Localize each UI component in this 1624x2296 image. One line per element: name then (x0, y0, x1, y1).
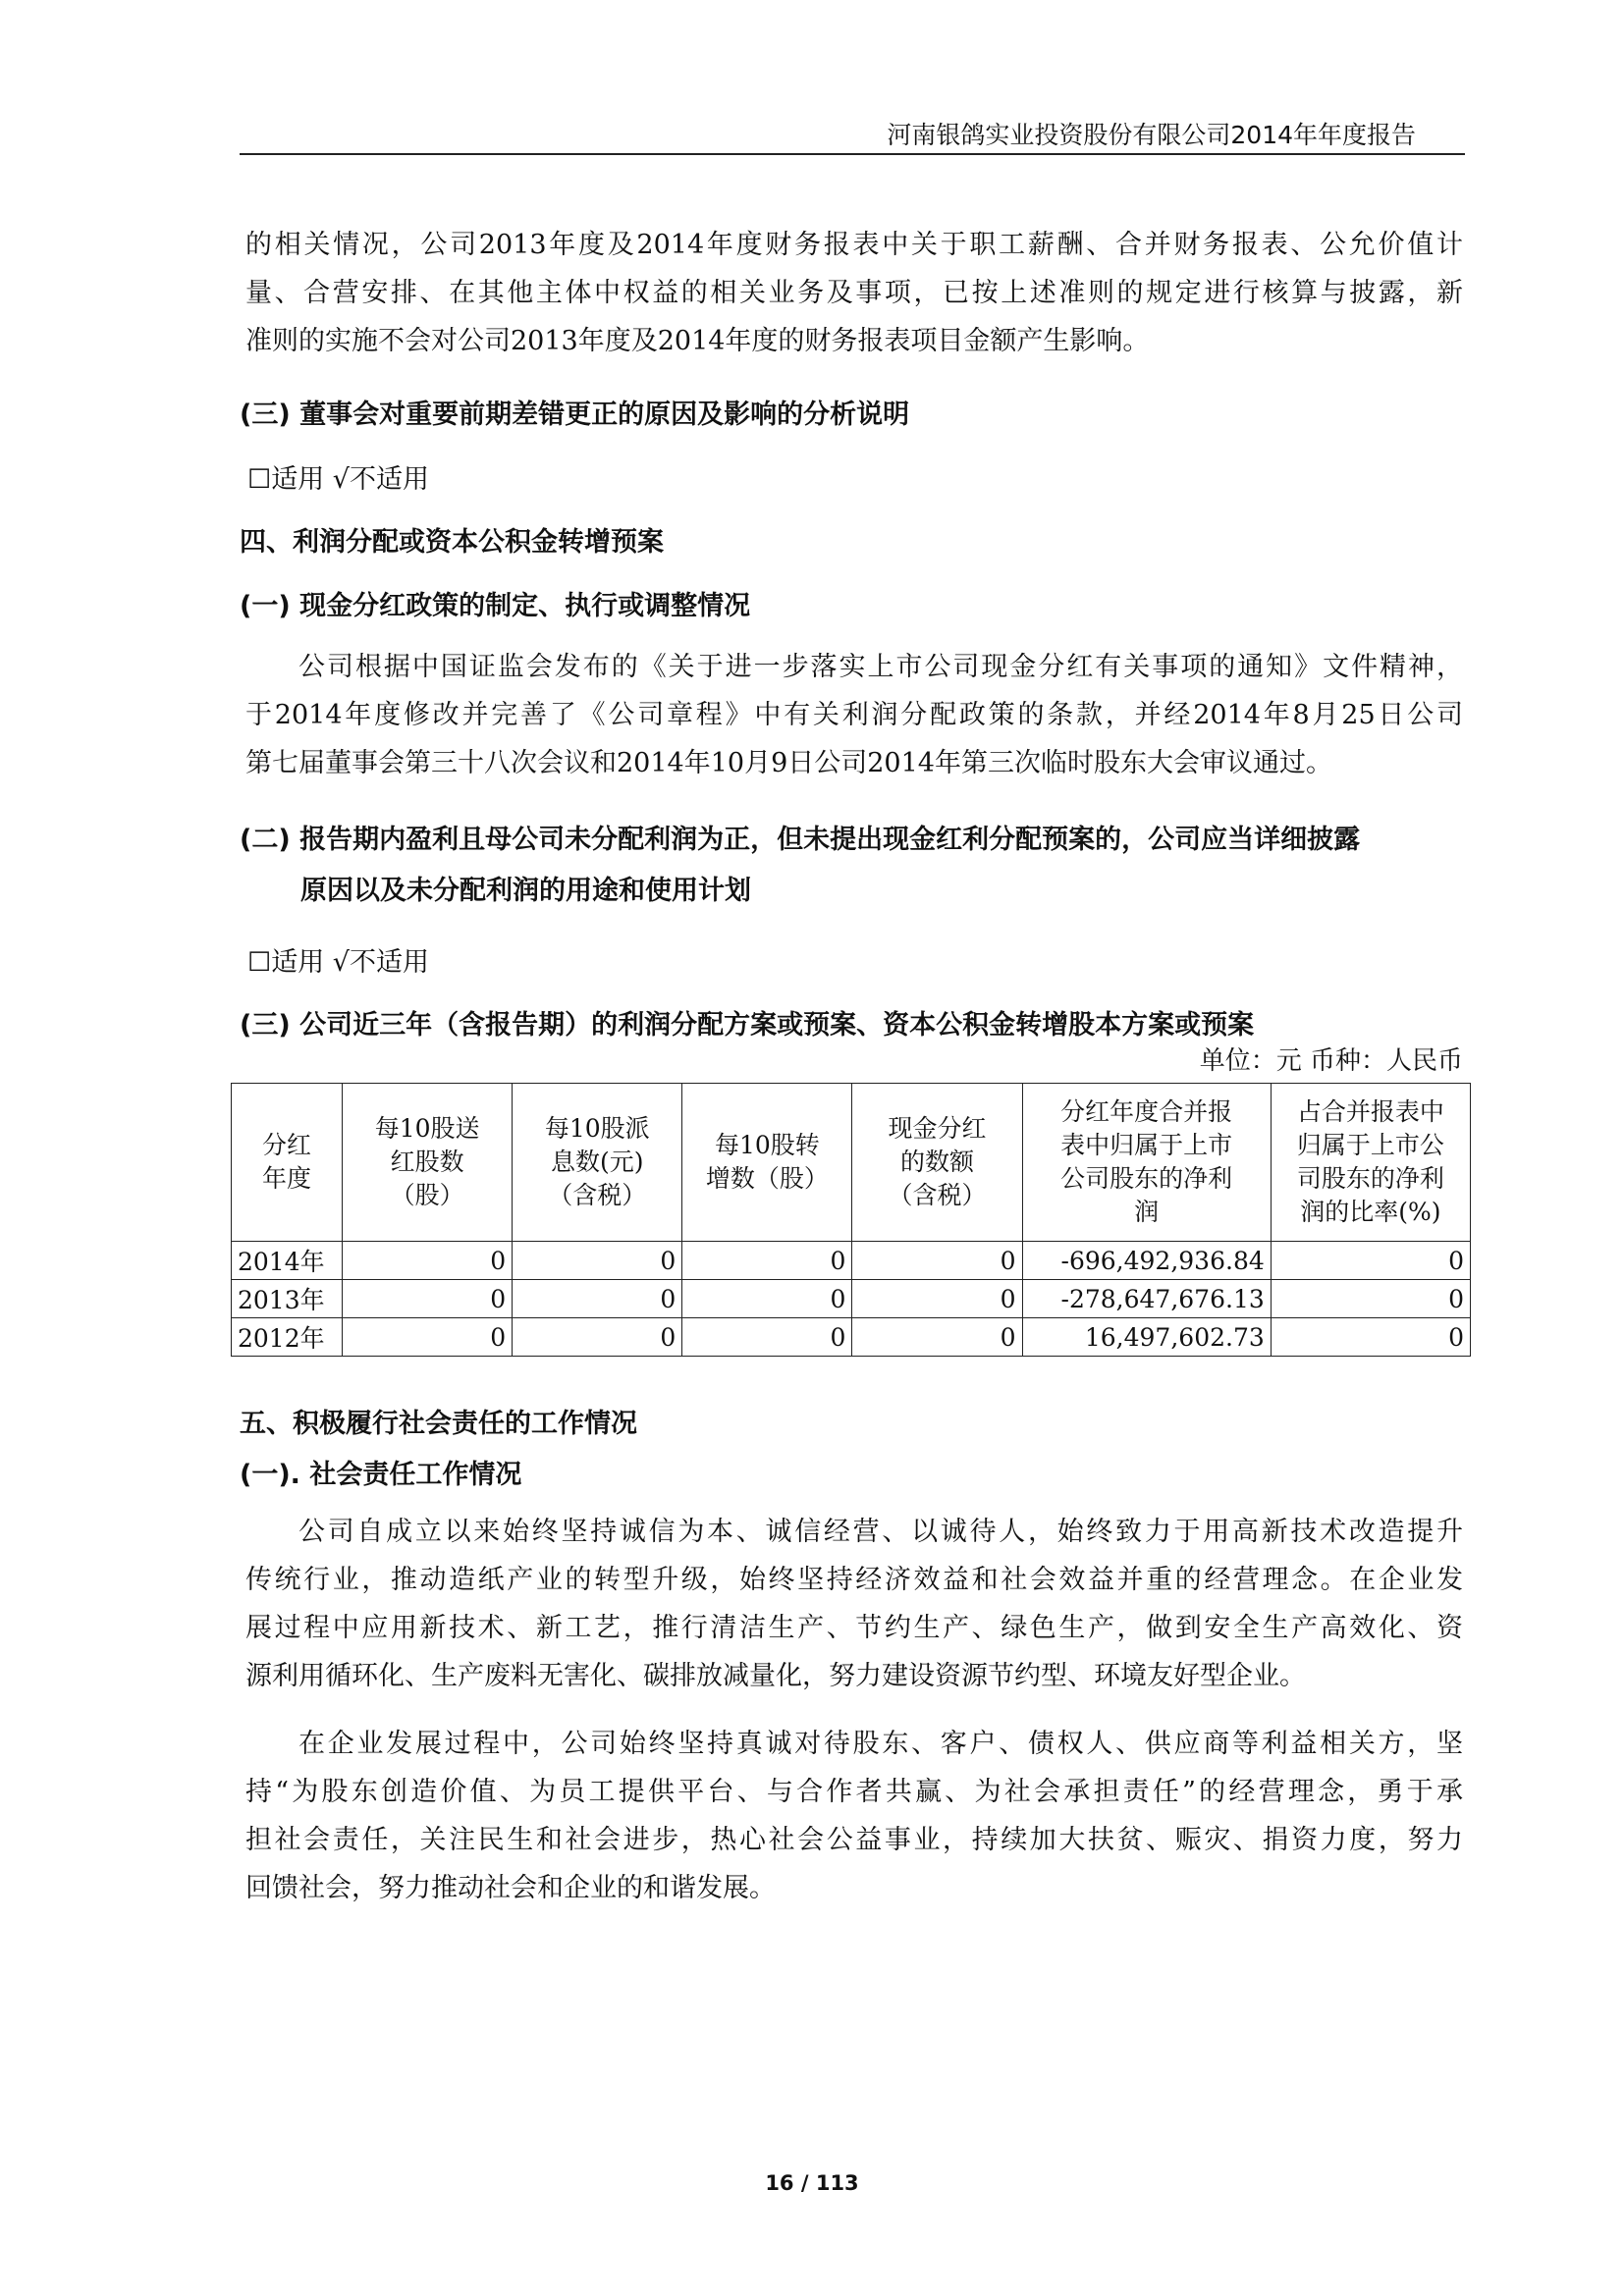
csr-p1-line-4: 源利用循环化、生产废料无害化、碳排放减量化，努力建设资源节约型、环境友好型企业。 (245, 1661, 1306, 1691)
cell-cash-dividend: 0 (852, 1318, 1022, 1357)
cell-year: 2013年 (232, 1280, 343, 1318)
csr-p2-line-1: 在企业发展过程中，公司始终坚持真诚对待股东、客户、债权人、供应商等利益相关方，坚 (298, 1729, 1463, 1759)
cell-cash-dividend: 0 (852, 1280, 1022, 1318)
col-header-cash-dividend: 现金分红 的数额 （含税） (852, 1084, 1022, 1242)
cell-net-profit: 16,497,602.73 (1022, 1318, 1271, 1357)
cell-dividend: 0 (513, 1280, 682, 1318)
cell-transfer: 0 (682, 1318, 852, 1357)
policy-line-1: 公司根据中国证监会发布的《关于进一步落实上市公司现金分红有关事项的通知》文件精神， (298, 652, 1463, 682)
col-header-year: 分红 年度 (232, 1084, 343, 1242)
col-header-bonus-shares: 每10股送 红股数 （股） (343, 1084, 513, 1242)
cell-net-profit: -696,492,936.84 (1022, 1242, 1271, 1280)
page-number: 16 / 113 (765, 2171, 859, 2195)
cell-ratio: 0 (1271, 1318, 1470, 1357)
table-row (232, 1242, 1471, 1280)
cell-bonus-shares: 0 (343, 1318, 513, 1357)
cell-transfer: 0 (682, 1242, 852, 1280)
col-header-transfer-shares: 每10股转 增数（股） (682, 1084, 852, 1242)
csr-p1-line-1: 公司自成立以来始终坚持诚信为本、诚信经营、以诚待人，始终致力于用高新技术改造提升 (298, 1517, 1463, 1547)
page-header (240, 110, 1465, 155)
cell-bonus-shares: 0 (343, 1280, 513, 1318)
cell-bonus-shares: 0 (343, 1242, 513, 1280)
applicability-check-2: ☐适用 √不适用 (247, 947, 429, 978)
cell-dividend: 0 (513, 1242, 682, 1280)
unit-currency-note: 单位：元 币种：人民币 (1199, 1046, 1463, 1076)
col-header-dividend-per-10: 每10股派 息数(元) （含税） (513, 1084, 682, 1242)
cell-ratio: 0 (1271, 1280, 1470, 1318)
csr-p2-line-2: 持“为股东创造价值、为员工提供平台、与合作者共赢、为社会承担责任”的经营理念，勇于承 (245, 1777, 1463, 1807)
cell-cash-dividend: 0 (852, 1242, 1022, 1280)
subsection-heading-undistributed-profit (240, 815, 1467, 917)
csr-p2-line-4: 回馈社会，努力推动社会和企业的和谐发展。 (245, 1873, 776, 1903)
section-heading-board-error-correction: (三) 董事会对重要前期差错更正的原因及影响的分析说明 (240, 400, 910, 430)
col-header-net-profit: 分红年度合并报 表中归属于上市 公司股东的净利 润 (1022, 1084, 1271, 1242)
dividend-distribution-table (231, 1083, 1471, 1357)
table-row (232, 1280, 1471, 1318)
csr-p1-line-3: 展过程中应用新技术、新工艺，推行清洁生产、节约生产、绿色生产，做到安全生产高效化、资 (245, 1613, 1463, 1643)
subsection-heading-csr-work: (一). 社会责任工作情况 (240, 1460, 522, 1490)
subsection-heading-three-year-plan: (三) 公司近三年（含报告期）的利润分配方案或预案、资本公积金转增股本方案或预案 (240, 1010, 1255, 1041)
cell-dividend: 0 (513, 1318, 682, 1357)
subsection-heading-cash-dividend-policy: (一) 现金分红政策的制定、执行或调整情况 (240, 591, 751, 621)
cell-ratio: 0 (1271, 1242, 1470, 1280)
header-title: 河南银鸽实业投资股份有限公司2014年年度报告 (887, 121, 1416, 149)
subsection-heading-line-1: (二) 报告期内盈利且母公司未分配利润为正，但未提出现金红利分配预案的，公司应当详细披露 (240, 825, 1361, 855)
cell-net-profit: -278,647,676.13 (1022, 1280, 1271, 1318)
intro-line-2: 量、合营安排、在其他主体中权益的相关业务及事项，已按上述准则的规定进行核算与披露，新 (245, 278, 1463, 308)
col-header-ratio: 占合并报表中 归属于上市公 司股东的净利 润的比率(%) (1271, 1084, 1470, 1242)
csr-p2-line-3: 担社会责任，关注民生和社会进步，热心社会公益事业，持续加大扶贫、赈灾、捐资力度，努力 (245, 1825, 1463, 1855)
policy-line-2: 于2014年度修改并完善了《公司章程》中有关利润分配政策的条款，并经2014年8月25日公司 (245, 700, 1463, 730)
csr-p1-line-2: 传统行业，推动造纸产业的转型升级，始终坚持经济效益和社会效益并重的经营理念。在企业发 (245, 1565, 1463, 1595)
section-heading-profit-distribution: 四、利润分配或资本公积金转增预案 (240, 527, 664, 558)
cell-transfer: 0 (682, 1280, 852, 1318)
subsection-heading-line-2: 原因以及未分配利润的用途和使用计划 (300, 876, 751, 906)
table-row (232, 1318, 1471, 1357)
section-heading-social-responsibility: 五、积极履行社会责任的工作情况 (240, 1409, 637, 1439)
cell-year: 2014年 (232, 1242, 343, 1280)
intro-line-3: 准则的实施不会对公司2013年度及2014年度的财务报表项目金额产生影响。 (245, 326, 1150, 356)
intro-line-1: 的相关情况，公司2013年度及2014年度财务报表中关于职工薪酬、合并财务报表、公允价值计 (245, 230, 1463, 260)
policy-line-3: 第七届董事会第三十八次会议和2014年10月9日公司2014年第三次临时股东大会审议通过。 (245, 748, 1332, 778)
applicability-check-1: ☐适用 √不适用 (247, 464, 429, 495)
table-header-row (232, 1084, 1471, 1242)
cell-year: 2012年 (232, 1318, 343, 1357)
